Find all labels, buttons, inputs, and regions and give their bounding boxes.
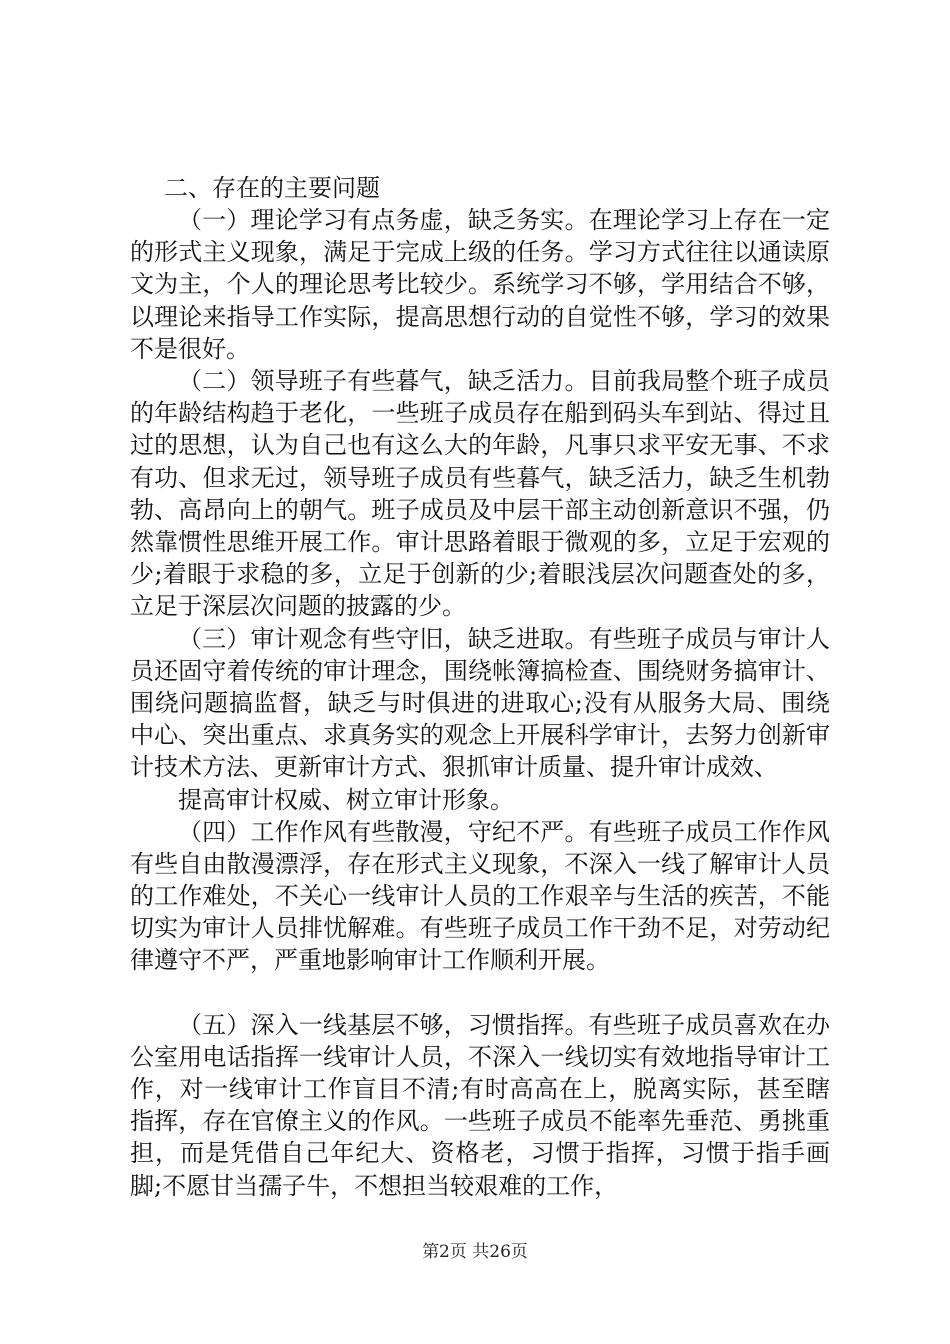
paragraph-frontline-work: （五）深入一线基层不够，习惯指挥。有些班子成员喜欢在办公室用电话指挥一线审计人员，不深入一线切实有效地指导审计工作，对一线审计工作盲目不清;有时高高在上，脱离实际，甚至瞎指挥，存在官僚主义的作风。一些班子成员不能率先垂范、勇挑重担，而是凭借自己年纪大、资格老，习惯于指挥，习惯于指手画脚;不愿甘当孺子牛，不想担当较艰难的工作， — [130, 1010, 830, 1200]
page-number-footer: 第2页 共26页 — [422, 1242, 528, 1262]
paragraph-audit-concepts-continued: 提高审计权威、树立审计形象。 — [178, 785, 514, 814]
paragraph-audit-concepts: （三）审计观念有些守旧，缺乏进取。有些班子成员与审计人员还固守着传统的审计理念，围绕帐簿搞检查、围绕财务搞审计、围绕问题搞监督，缺乏与时俱进的进取心;没有从服务大局、围绕中心、突出重点、求真务实的观念上开展科学审计，去努力创新审计技术方法、更新审计方式、狠抓审计质量、提升审计成效、 — [130, 624, 830, 782]
section-heading: 二、存在的主要问题 — [164, 174, 380, 202]
paragraph-theory-study: （一）理论学习有点务虚，缺乏务实。在理论学习上存在一定的形式主义现象，满足于完成上级的任务。学习方式往往以通读原文为主，个人的理论思考比较少。系统学习不够，学用结合不够，以理论来指导工作实际，提高思想行动的自觉性不够，学习的效果不是很好。 — [130, 206, 830, 363]
paragraph-spacer — [130, 977, 830, 1009]
paragraph-work-style: （四）工作作风有些散漫，守纪不严。有些班子成员工作作风有些自由散漫漂浮，存在形式主义现象，不深入一线了解审计人员的工作难处，不关心一线审计人员的工作艰辛与生活的疾苦，不能切实为审计人员排忧解难。有些班子成员工作干劲不足，对劳动纪律遵守不严，严重地影响审计工作顺利开展。 — [130, 817, 830, 975]
document-body — [130, 172, 830, 1202]
paragraph-leadership-vitality: （二）领导班子有些暮气，缺乏活力。目前我局整个班子成员的年龄结构趋于老化，一些班子成员存在船到码头车到站、得过且过的思想，认为自己也有这么大的年龄，凡事只求平安无事、不求有功、但求无过，领导班子成员有些暮气，缺乏活力，缺乏生机勃勃、高昂向上的朝气。班子成员及中层干部主动创新意识不强，仍然靠惯性思维开展工作。审计思路着眼于微观的多，立足于宏观的少;着眼于求稳的多，立足于创新的少;着眼浅层次问题查处的多，立足于深层次问题的披露的少。 — [130, 367, 830, 621]
